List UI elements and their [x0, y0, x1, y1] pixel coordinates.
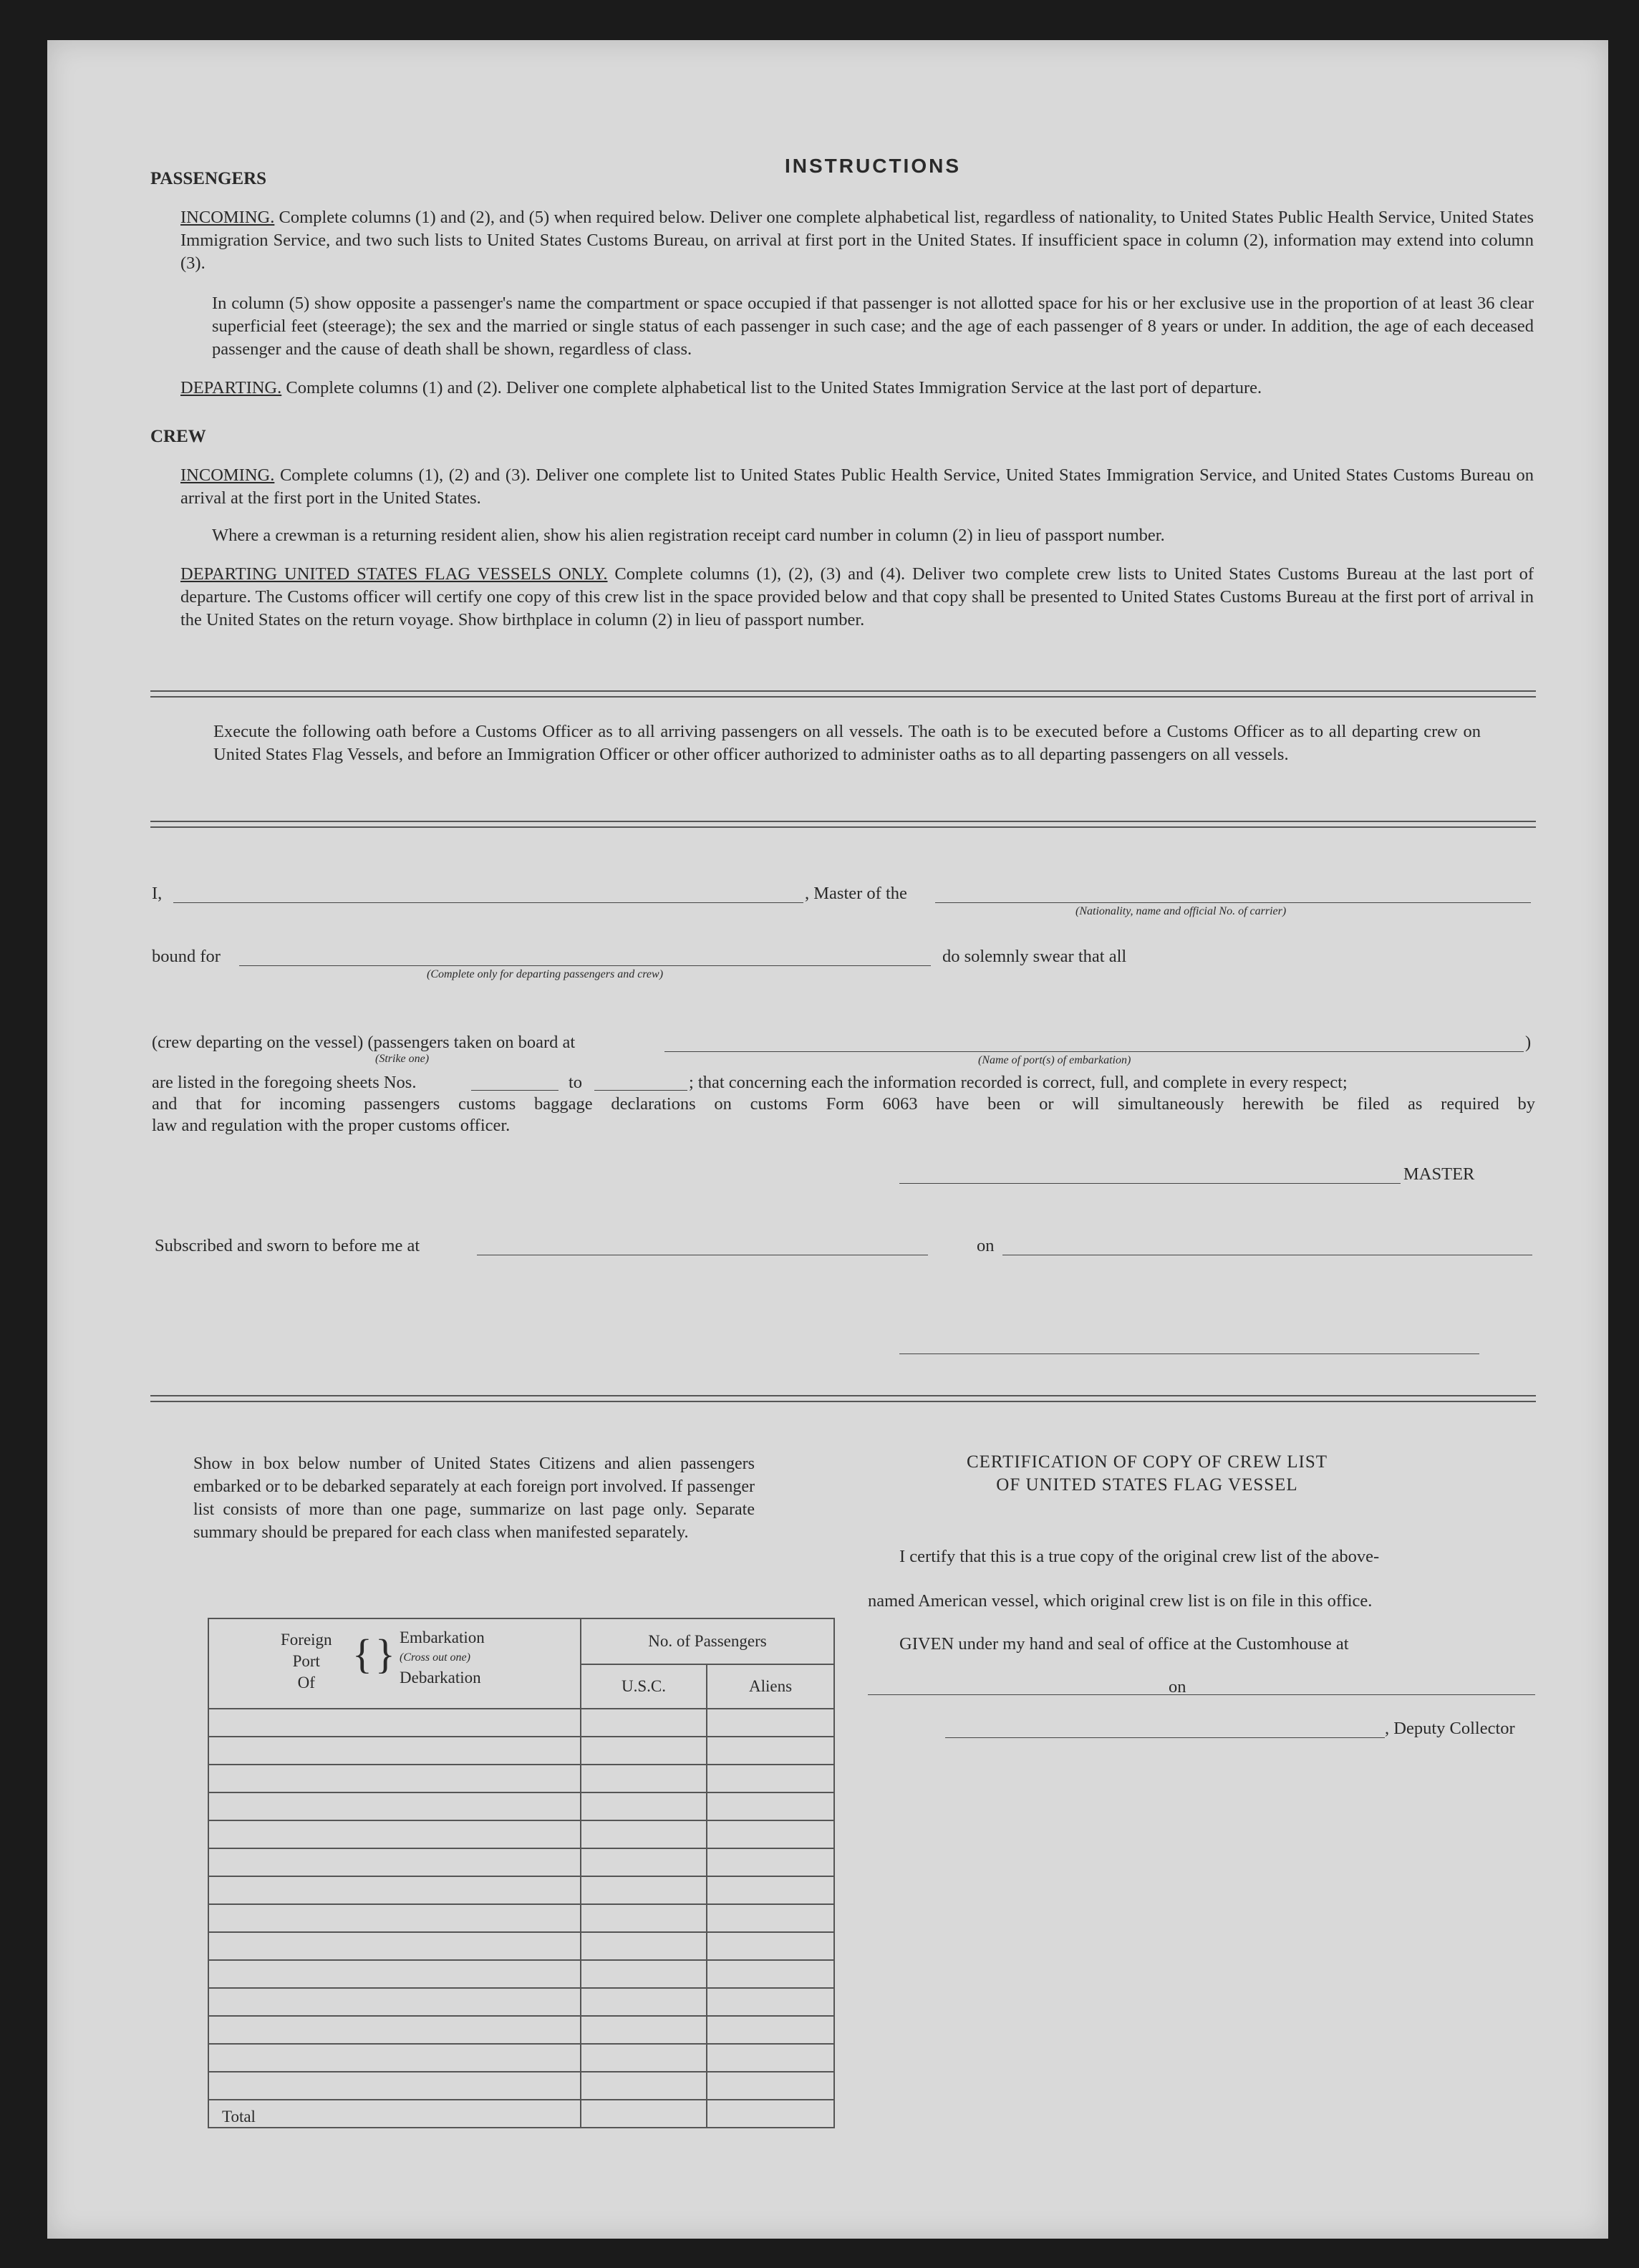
- table-row: [208, 1709, 834, 1737]
- certification-title-1: CERTIFICATION OF COPY OF CREW LIST: [966, 1452, 1328, 1472]
- aliens-cell[interactable]: [707, 1904, 834, 1932]
- aliens-cell[interactable]: [707, 1792, 834, 1820]
- brace-left: {: [352, 1631, 372, 1677]
- departing-lead: DEPARTING.: [180, 378, 282, 397]
- table-row: [208, 1848, 834, 1876]
- usc-cell[interactable]: [581, 1932, 707, 1960]
- sheet-from-field[interactable]: [471, 1090, 559, 1091]
- sworn-on-label: on: [977, 1236, 995, 1255]
- crew-resident: Where a crewman is a returning resident alien, show his alien registration receipt card number in column (2) in lieu of passport number.: [212, 526, 1165, 545]
- port-cell[interactable]: [208, 1904, 581, 1932]
- aliens-cell[interactable]: [707, 1709, 834, 1737]
- certification-title-2: OF UNITED STATES FLAG VESSEL: [996, 1475, 1298, 1495]
- table-row: [208, 1876, 834, 1904]
- carrier-note: (Nationality, name and official No. of carrier): [1075, 905, 1287, 917]
- crew-heading: CREW: [150, 427, 206, 446]
- table-row: [208, 1932, 834, 1960]
- usc-total-cell[interactable]: [581, 2100, 707, 2128]
- cert-date-field[interactable]: [1196, 1694, 1535, 1695]
- aliens-header: Aliens: [707, 1664, 834, 1709]
- listed-text-d: law and regulation with the proper customs officer.: [152, 1116, 511, 1135]
- usc-cell[interactable]: [581, 1792, 707, 1820]
- master-of-label: , Master of the: [805, 884, 907, 903]
- aliens-cell[interactable]: [707, 1988, 834, 2016]
- swear-label: do solemnly swear that all: [942, 947, 1127, 966]
- embarkation-label: Embarkation: [400, 1628, 485, 1646]
- oath-i-label: I,: [152, 884, 163, 903]
- flag-text: Complete columns (1), (2), (3) and (4). Deliver two complete crew lists to United States Customs Bureau at the last port of departure. The Customs officer will certify one copy of this crew list in the space provided below and that copy shall be presented to United States Customs Bureau at the first port of arrival in the United States on the return voyage. Show birthplace in column (2) in lieu of passport number.: [180, 564, 1534, 629]
- port-cell[interactable]: [208, 2044, 581, 2072]
- deputy-collector-label: , Deputy Collector: [1385, 1719, 1515, 1738]
- port-header-2: Port: [292, 1652, 320, 1670]
- ports-note: (Name of port(s) of embarkation): [978, 1054, 1131, 1066]
- usc-cell[interactable]: [581, 1904, 707, 1932]
- crew-incoming-lead: INCOMING.: [180, 465, 275, 485]
- divider: [150, 821, 1536, 828]
- port-cell[interactable]: [208, 2016, 581, 2044]
- table-row: [208, 1904, 834, 1932]
- no-passengers-header: No. of Passengers: [581, 1618, 834, 1664]
- table-row: [208, 2044, 834, 2072]
- port-cell[interactable]: [208, 1988, 581, 2016]
- deputy-signature-field[interactable]: [945, 1737, 1385, 1738]
- usc-cell[interactable]: [581, 1876, 707, 1904]
- aliens-cell[interactable]: [707, 2044, 834, 2072]
- cert-on-label: on: [1169, 1677, 1186, 1697]
- table-row: [208, 1792, 834, 1820]
- aliens-cell[interactable]: [707, 1932, 834, 1960]
- crew-flag-vessels: [180, 563, 1534, 632]
- table-row: [208, 1820, 834, 1848]
- usc-cell[interactable]: [581, 1848, 707, 1876]
- close-paren: ): [1525, 1033, 1532, 1052]
- usc-cell[interactable]: [581, 1765, 707, 1792]
- port-cell[interactable]: [208, 1737, 581, 1765]
- passengers-heading: PASSENGERS: [150, 169, 267, 188]
- sheet-to-field[interactable]: [594, 1090, 687, 1091]
- usc-cell[interactable]: [581, 1988, 707, 2016]
- embark-ports-field[interactable]: [664, 1051, 1524, 1052]
- bound-note: (Complete only for departing passengers and crew): [427, 968, 664, 980]
- port-cell[interactable]: [208, 1792, 581, 1820]
- flag-lead: DEPARTING UNITED STATES FLAG VESSELS ONLY.: [180, 564, 608, 584]
- cross-out-note: (Cross out one): [400, 1651, 470, 1664]
- port-cell[interactable]: [208, 2072, 581, 2100]
- table-row: [208, 1960, 834, 1988]
- usc-cell[interactable]: [581, 1820, 707, 1848]
- usc-cell[interactable]: [581, 2072, 707, 2100]
- officer-signature-field[interactable]: [899, 1353, 1479, 1354]
- master-label: MASTER: [1403, 1164, 1475, 1184]
- passenger-summary-table: [208, 1618, 835, 2128]
- summary-instruction: Show in box below number of United States Citizens and alien passengers embarked or to be debarked separately at each foreign port involved. If passenger list consists of more than one page, summarize on last page only. Separate summary should be prepared for each class when manifested separately.: [193, 1454, 755, 1542]
- form-sheet: [47, 40, 1608, 2239]
- port-cell[interactable]: [208, 1765, 581, 1792]
- aliens-cell[interactable]: [707, 1765, 834, 1792]
- aliens-cell[interactable]: [707, 1876, 834, 1904]
- usc-header: U.S.C.: [581, 1664, 707, 1709]
- port-header-3: Of: [297, 1674, 315, 1692]
- table-row: [208, 2016, 834, 2044]
- passengers-incoming: [180, 206, 1534, 275]
- aliens-cell[interactable]: [707, 1820, 834, 1848]
- strike-one-note: (Strike one): [375, 1053, 430, 1065]
- port-cell[interactable]: [208, 1876, 581, 1904]
- listed-text-b: ; that concerning each the information recorded is correct, full, and complete in every respect;: [689, 1073, 1348, 1092]
- aliens-cell[interactable]: [707, 1737, 834, 1765]
- aliens-cell[interactable]: [707, 1960, 834, 1988]
- usc-cell[interactable]: [581, 2044, 707, 2072]
- crew-incoming: [180, 464, 1534, 510]
- port-cell[interactable]: [208, 1709, 581, 1737]
- port-cell[interactable]: [208, 1932, 581, 1960]
- certify-text-1: I certify that this is a true copy of the original crew list of the above-: [899, 1547, 1380, 1566]
- crew-departing-label: (crew departing on the vessel) (passengers taken on board at: [152, 1033, 576, 1052]
- given-text: GIVEN under my hand and seal of office at the Customhouse at: [899, 1634, 1349, 1654]
- port-header-cell: [208, 1618, 581, 1709]
- master-signature-field[interactable]: [899, 1183, 1401, 1184]
- debarkation-label: Debarkation: [400, 1669, 481, 1686]
- departing-text: Complete columns (1) and (2). Deliver one complete alphabetical list to the United States Immigration Service at the last port of departure.: [286, 378, 1262, 397]
- oath-instruction: Execute the following oath before a Customs Officer as to all arriving passengers on all vessels. The oath is to be executed before a Customs Officer as to all departing crew on United States Flag Vessels, and before an Immigration Officer or other officer authorized to administer oaths as to all departing passengers on all vessels.: [213, 722, 1481, 764]
- total-label: Total: [208, 2100, 581, 2128]
- port-header-1: Foreign: [281, 1631, 332, 1649]
- bound-for-label: bound for: [152, 947, 221, 966]
- bound-for-field[interactable]: [239, 965, 931, 966]
- table-row: [208, 1765, 834, 1792]
- aliens-cell[interactable]: [707, 2016, 834, 2044]
- aliens-cell[interactable]: [707, 2072, 834, 2100]
- incoming-text: Complete columns (1) and (2), and (5) when required below. Deliver one complete alphabetical list, regardless of nationality, to United States Public Health Service, United States Immigration Service, and two such lists to United States Customs Bureau, on arrival at first port in the United States. If insufficient space in column (2), information may extend into column (3).: [180, 208, 1534, 273]
- table-row: [208, 2072, 834, 2100]
- port-cell[interactable]: [208, 1820, 581, 1848]
- crew-incoming-text: Complete columns (1), (2) and (3). Deliver one complete list to United States Public Health Service, United States Immigration Service, and United States Customs Bureau on arrival at the first port in the United States.: [180, 465, 1534, 508]
- page-title: INSTRUCTIONS: [785, 155, 961, 177]
- subscribed-label: Subscribed and sworn to before me at: [155, 1236, 420, 1255]
- passengers-column5: In column (5) show opposite a passenger's name the compartment or space occupied if that passenger is not allotted space for his or her exclusive use in the proportion of at least 36 clear superficial feet (steerage); the sex and the married or single status of each passenger in such case; and the age of each passenger of 8 years or under. In addition, the age of each deceased passenger and the cause of death shall be shown, regardless of class.: [212, 294, 1534, 359]
- table-row: [208, 1988, 834, 2016]
- master-name-field[interactable]: [173, 902, 803, 903]
- total-row: [208, 2100, 834, 2128]
- passengers-departing: [180, 377, 1534, 400]
- port-cell[interactable]: [208, 1960, 581, 1988]
- usc-cell[interactable]: [581, 1737, 707, 1765]
- divider: [150, 1395, 1536, 1402]
- carrier-field[interactable]: [935, 902, 1531, 903]
- customhouse-field[interactable]: [868, 1694, 1207, 1695]
- table-row: [208, 1737, 834, 1765]
- divider: [150, 690, 1536, 698]
- certify-text-2: named American vessel, which original crew list is on file in this office.: [868, 1591, 1373, 1611]
- usc-cell[interactable]: [581, 1709, 707, 1737]
- usc-cell[interactable]: [581, 2016, 707, 2044]
- usc-cell[interactable]: [581, 1960, 707, 1988]
- listed-label: are listed in the foregoing sheets Nos.: [152, 1073, 417, 1092]
- listed-to-label: to: [569, 1073, 583, 1092]
- aliens-cell[interactable]: [707, 1848, 834, 1876]
- incoming-lead: INCOMING.: [180, 208, 275, 227]
- aliens-total-cell[interactable]: [707, 2100, 834, 2128]
- listed-text-c: and that for incoming passengers customs baggage declarations on customs Form 6063 have been or will simultaneously herewith be filed as required by: [152, 1094, 1535, 1114]
- port-cell[interactable]: [208, 1848, 581, 1876]
- brace-right: }: [375, 1631, 395, 1677]
